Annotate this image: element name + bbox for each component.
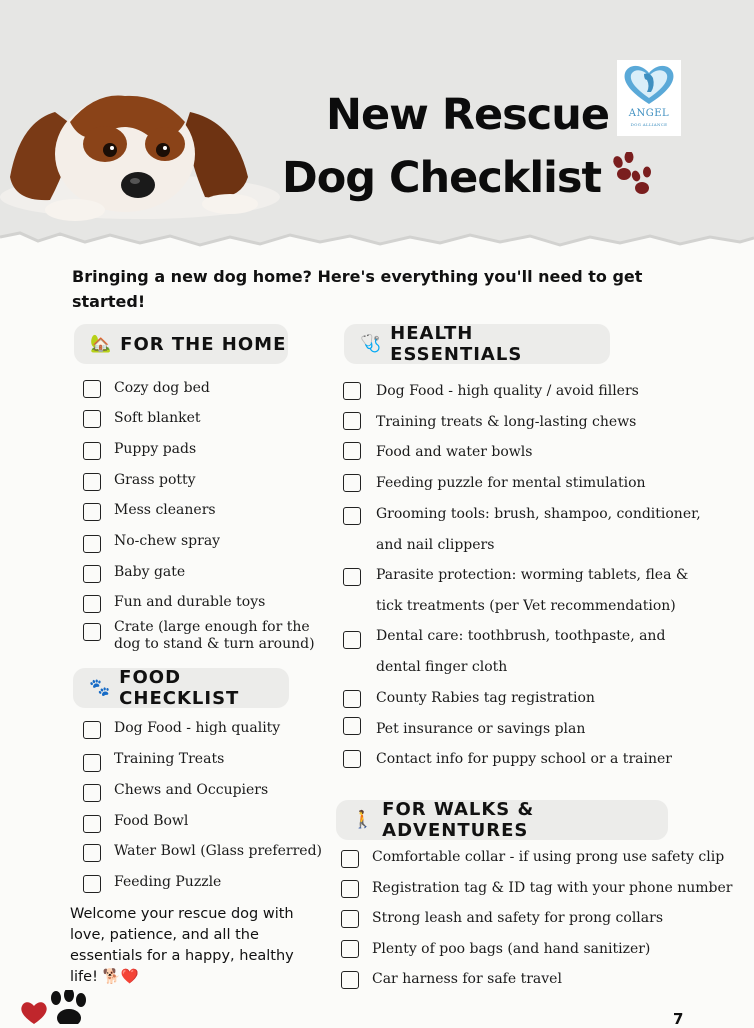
checklist-item: Strong leash and safety for prong collars	[372, 910, 663, 926]
page-number: 7	[673, 1010, 684, 1028]
checkbox[interactable]	[343, 382, 361, 400]
checklist-item: Food Bowl	[114, 813, 189, 829]
checkbox[interactable]	[343, 568, 361, 586]
checkbox[interactable]	[83, 535, 101, 553]
angel-logo	[617, 60, 681, 136]
checklist-item: No-chew spray	[114, 533, 221, 549]
checklist-item: Grass potty	[114, 472, 196, 488]
checkbox[interactable]	[83, 784, 101, 802]
checklist-item: Training Treats	[114, 751, 225, 767]
checklist-item-line1: Crate (large enough for the	[114, 619, 310, 635]
checklist-item: County Rabies tag registration	[376, 690, 595, 706]
checklist-item: Fun and durable toys	[114, 594, 266, 610]
section-header-health	[344, 324, 610, 364]
section-header-food	[73, 668, 289, 708]
checkbox[interactable]	[343, 442, 361, 460]
checkbox[interactable]	[83, 442, 101, 460]
checkbox[interactable]	[83, 844, 101, 862]
heart-dog-logo-icon	[617, 60, 681, 108]
checklist-item-line2: dental finger cloth	[376, 659, 508, 675]
title-line-2: Dog Checklist	[282, 153, 602, 203]
checklist-item: Soft blanket	[114, 410, 201, 426]
checkbox[interactable]	[341, 971, 359, 989]
checklist-item: Dog Food - high quality	[114, 720, 281, 736]
checklist-item: Comfortable collar - if using prong use safety clip	[372, 849, 725, 865]
checklist-item: Registration tag & ID tag with your phone number	[372, 880, 733, 896]
checklist-item-line1: Grooming tools: brush, shampoo, conditioner,	[376, 506, 701, 522]
checklist-item: Cozy dog bed	[114, 380, 210, 396]
checklist-item: Dog Food - high quality / avoid fillers	[376, 383, 639, 399]
paw-icon: 🐾	[89, 677, 112, 698]
puppy-photo	[0, 82, 280, 227]
checkbox[interactable]	[341, 940, 359, 958]
checklist-item-line1: Dental care: toothbrush, toothpaste, and	[376, 628, 666, 644]
checklist-item: Plenty of poo bags (and hand sanitizer)	[372, 941, 651, 957]
checklist-item: Puppy pads	[114, 441, 197, 457]
checklist-item-line1: Parasite protection: worming tablets, flea &	[376, 567, 689, 583]
header-banner	[0, 0, 754, 262]
footer-message: Welcome your rescue dog with love, patience, and all the essentials for a happy, healthy life! 🐕❤️	[70, 906, 294, 985]
house-icon: 🏡	[90, 333, 113, 354]
section-title: HEALTH ESSENTIALS	[390, 323, 523, 365]
checkbox[interactable]	[83, 503, 101, 521]
checkbox[interactable]	[341, 880, 359, 898]
checklist-item-line2: tick treatments (per Vet recommendation)	[376, 598, 676, 614]
checklist-item: Pet insurance or savings plan	[376, 721, 586, 737]
logo-tagline: DOG ALLIANCE	[630, 122, 668, 127]
checkbox[interactable]	[343, 690, 361, 708]
checklist-item: Feeding Puzzle	[114, 874, 222, 890]
paw-print-icon	[610, 152, 656, 198]
checkbox[interactable]	[343, 507, 361, 525]
checklist-item: Contact info for puppy school or a trainer	[376, 751, 672, 767]
stethoscope-icon: 🩺	[360, 333, 383, 354]
checklist-item: Feeding puzzle for mental stimulation	[376, 475, 646, 491]
section-title: FOOD CHECKLIST	[119, 667, 240, 709]
heart-paw-icon	[20, 990, 90, 1024]
checklist-item: Car harness for safe travel	[372, 971, 562, 987]
checkbox[interactable]	[343, 750, 361, 768]
checkbox[interactable]	[83, 875, 101, 893]
checkbox[interactable]	[83, 473, 101, 491]
walking-person-icon: 🚶	[352, 809, 375, 830]
section-title: FOR WALKS & ADVENTURES	[382, 799, 535, 841]
checklist-item: Water Bowl (Glass preferred)	[114, 843, 322, 859]
section-header-walks	[336, 800, 668, 840]
title-line-1: New Rescue	[326, 90, 609, 140]
checklist-item: Chews and Occupiers	[114, 782, 269, 798]
checkbox[interactable]	[343, 412, 361, 430]
checklist-item-line2: and nail clippers	[376, 537, 495, 553]
checklist-item-line2: dog to stand & turn around)	[114, 636, 315, 652]
checkbox[interactable]	[83, 815, 101, 833]
checkbox[interactable]	[341, 850, 359, 868]
checklist-item: Training treats & long-lasting chews	[376, 414, 637, 430]
checkbox[interactable]	[83, 410, 101, 428]
checklist-item: Food and water bowls	[376, 444, 533, 460]
checkbox[interactable]	[83, 595, 101, 613]
intro-text: Bringing a new dog home? Here's everything you'll need to get started!	[72, 267, 643, 311]
checkbox[interactable]	[83, 721, 101, 739]
checkbox[interactable]	[83, 380, 101, 398]
checklist-item: Mess cleaners	[114, 502, 216, 518]
section-title: FOR THE HOME	[120, 333, 287, 355]
checkbox[interactable]	[343, 474, 361, 492]
checkbox[interactable]	[343, 631, 361, 649]
logo-name: ANGEL	[628, 108, 670, 119]
checklist-item: Baby gate	[114, 564, 186, 580]
checkbox[interactable]	[83, 754, 101, 772]
section-header-home	[74, 324, 288, 364]
checkbox[interactable]	[83, 565, 101, 583]
checkbox[interactable]	[83, 623, 101, 641]
checkbox[interactable]	[343, 717, 361, 735]
checkbox[interactable]	[341, 910, 359, 928]
